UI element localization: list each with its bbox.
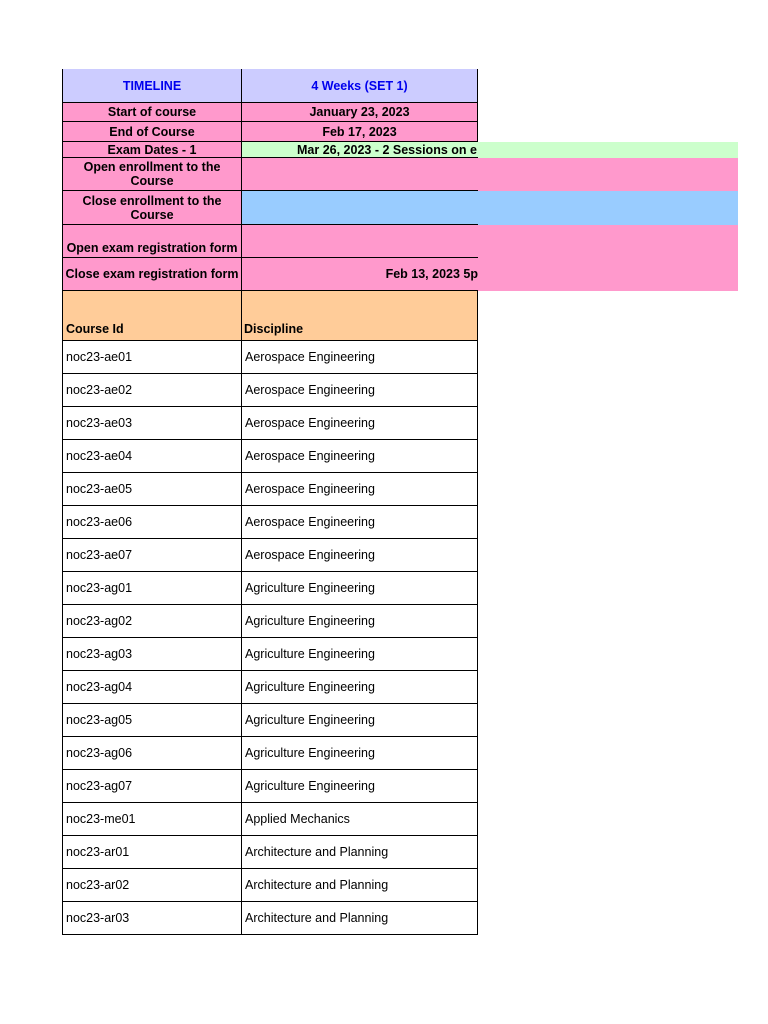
- timeline-label[interactable]: TIMELINE: [62, 69, 242, 103]
- discipline-cell[interactable]: Agriculture Engineering: [242, 638, 478, 671]
- course-id-cell[interactable]: noc23-ag05: [62, 704, 242, 737]
- close-enroll-overflow: [478, 191, 738, 225]
- course-id-cell[interactable]: noc23-ar01: [62, 836, 242, 869]
- discipline-cell[interactable]: Architecture and Planning: [242, 869, 478, 902]
- discipline-cell[interactable]: Agriculture Engineering: [242, 770, 478, 803]
- course-id-cell[interactable]: noc23-ag06: [62, 737, 242, 770]
- close-exam-value[interactable]: [242, 258, 478, 291]
- discipline-cell[interactable]: Aerospace Engineering: [242, 341, 478, 374]
- course-id-cell[interactable]: noc23-ae06: [62, 506, 242, 539]
- open-enroll-overflow: [478, 158, 738, 191]
- discipline-header-text: Discipline: [244, 322, 304, 336]
- start-label[interactable]: Start of course: [62, 103, 242, 122]
- course-id-cell[interactable]: noc23-ae04: [62, 440, 242, 473]
- open-exam-label[interactable]: Open exam registration form: [62, 225, 242, 258]
- course-id-cell[interactable]: noc23-ar02: [62, 869, 242, 902]
- end-label[interactable]: End of Course: [62, 122, 242, 142]
- open-exam-overflow: [478, 225, 738, 258]
- discipline-cell[interactable]: Aerospace Engineering: [242, 407, 478, 440]
- close-exam-overflow: [478, 258, 738, 291]
- discipline-cell[interactable]: Agriculture Engineering: [242, 671, 478, 704]
- course-id-cell[interactable]: noc23-ag04: [62, 671, 242, 704]
- discipline-cell[interactable]: Architecture and Planning: [242, 902, 478, 935]
- discipline-cell[interactable]: Aerospace Engineering: [242, 440, 478, 473]
- close-enroll-label[interactable]: Close enrollment to the Course: [62, 191, 242, 225]
- discipline-cell[interactable]: Aerospace Engineering: [242, 374, 478, 407]
- course-id-cell[interactable]: noc23-ae03: [62, 407, 242, 440]
- discipline-cell[interactable]: Agriculture Engineering: [242, 605, 478, 638]
- discipline-cell[interactable]: Agriculture Engineering: [242, 737, 478, 770]
- discipline-cell[interactable]: Aerospace Engineering: [242, 539, 478, 572]
- discipline-cell[interactable]: Agriculture Engineering: [242, 572, 478, 605]
- course-id-cell[interactable]: noc23-ae05: [62, 473, 242, 506]
- discipline-cell[interactable]: Agriculture Engineering: [242, 704, 478, 737]
- open-enroll-value[interactable]: [242, 158, 478, 191]
- open-enroll-label[interactable]: Open enrollment to the Course: [62, 158, 242, 191]
- course-id-cell[interactable]: noc23-ag01: [62, 572, 242, 605]
- discipline-cell[interactable]: Applied Mechanics: [242, 803, 478, 836]
- discipline-cell[interactable]: Aerospace Engineering: [242, 506, 478, 539]
- course-id-header[interactable]: [62, 291, 242, 341]
- discipline-header[interactable]: [242, 291, 478, 341]
- discipline-cell[interactable]: Architecture and Planning: [242, 836, 478, 869]
- course-id-cell[interactable]: noc23-ag03: [62, 638, 242, 671]
- close-exam-label[interactable]: Close exam registration form: [62, 258, 242, 291]
- close-enroll-value[interactable]: [242, 191, 478, 225]
- course-id-cell[interactable]: noc23-ar03: [62, 902, 242, 935]
- timeline-value[interactable]: 4 Weeks (SET 1): [242, 69, 478, 103]
- open-exam-value[interactable]: [242, 225, 478, 258]
- exam-label[interactable]: Exam Dates - 1: [62, 142, 242, 158]
- course-id-cell[interactable]: noc23-ag07: [62, 770, 242, 803]
- course-id-cell[interactable]: noc23-ae02: [62, 374, 242, 407]
- discipline-cell[interactable]: Aerospace Engineering: [242, 473, 478, 506]
- start-value[interactable]: January 23, 2023: [242, 103, 478, 122]
- exam-value[interactable]: [242, 142, 478, 158]
- exam-value-overflow: [478, 142, 738, 158]
- course-id-cell[interactable]: noc23-ae01: [62, 341, 242, 374]
- exam-value-text: Mar 26, 2023 - 2 Sessions on e: [297, 142, 477, 157]
- course-id-cell[interactable]: noc23-me01: [62, 803, 242, 836]
- course-id-header-text: Course Id: [66, 322, 124, 336]
- close-exam-value-text: Feb 13, 2023 5p: [385, 267, 478, 281]
- end-value[interactable]: Feb 17, 2023: [242, 122, 478, 142]
- course-id-cell[interactable]: noc23-ae07: [62, 539, 242, 572]
- course-id-cell[interactable]: noc23-ag02: [62, 605, 242, 638]
